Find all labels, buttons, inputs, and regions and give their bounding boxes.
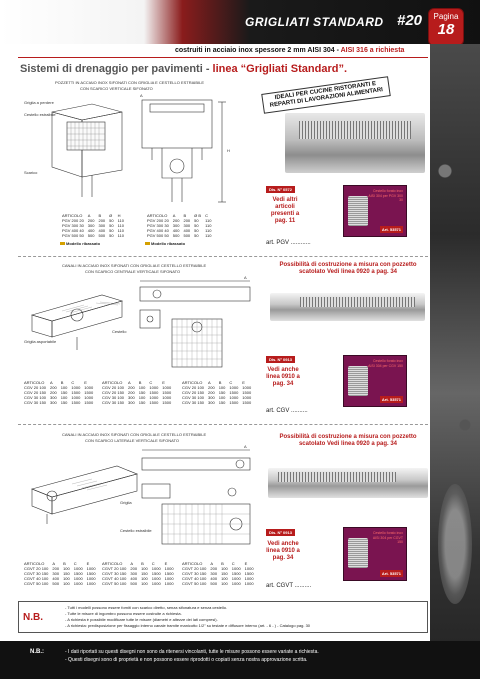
table-cell: A (52, 561, 56, 566)
table-cell: 1000 (244, 576, 254, 581)
footer-line: - Questi disegni sono di proprietà e non possono essere riprodotti o copiati senza nostra approvazione scritta. (65, 657, 308, 663)
table-cell: A (50, 380, 53, 385)
table-cell: CGV 20 100 (102, 385, 125, 390)
table-cell: CGV 20 150 (182, 390, 205, 395)
table-row (22, 581, 98, 586)
table-cell: B (60, 380, 64, 385)
table-cell: 500 (183, 233, 191, 238)
svg-text:Griglia: Griglia (120, 500, 132, 505)
table-cell: 50 (109, 223, 114, 228)
table-cell: 1500 (242, 400, 252, 405)
table-cell: 150 (221, 571, 228, 576)
table-cell: 1000 (73, 581, 83, 586)
table-cell: 1500 (149, 400, 159, 405)
table-cell: CGVT 30 150 (24, 571, 49, 576)
table-cell: B (221, 561, 224, 566)
table-cell: 1500 (84, 390, 94, 395)
table-cell: 200 (128, 390, 135, 395)
table-cell: 300 (210, 571, 218, 576)
table-cell: 200 (172, 218, 180, 223)
svg-text:H: H (227, 148, 230, 153)
table-cell: B (63, 561, 66, 566)
section1-box-text: Cestello forato inox AISI 304 per PGV 300 30 (368, 189, 403, 202)
table-cell: 1000 (162, 385, 172, 390)
table-cell: E (84, 380, 87, 385)
table-cell: ARTICOLO (24, 380, 45, 385)
table-cell: 1500 (86, 571, 96, 576)
section1-caption2: CON SCARICO VERTICALE SIFONATO (80, 86, 153, 91)
page-footer (0, 641, 480, 679)
table-cell: PGV 300 30 (62, 223, 84, 228)
table-cell: 50 (194, 228, 199, 233)
table-cell: CGVT 40 100 (102, 576, 127, 581)
table-cell: 100 (60, 385, 68, 390)
table-cell: 400 (98, 228, 106, 233)
header-title: GRIGLIATI STANDARD (245, 15, 384, 29)
table-cell: 100 (221, 566, 228, 571)
page-header (0, 0, 480, 44)
table-cell: 100 (63, 576, 70, 581)
table-cell: 300 (50, 400, 57, 405)
table-cell: 1000 (151, 576, 161, 581)
material-main: costruiti in acciaio inox spessore 2 mm AISI 304 - (175, 47, 339, 54)
table-cell: 100 (63, 566, 70, 571)
table-cell: C (231, 561, 235, 566)
table-cell: 1000 (86, 566, 96, 571)
table-cell: 500 (172, 233, 180, 238)
table-cell: 50 (194, 223, 199, 228)
footer-label: N.B.: (30, 649, 44, 655)
table-cell: CGV 20 100 (182, 385, 205, 390)
table-row (22, 400, 95, 405)
section2-article: art. CGV .......... (266, 408, 308, 414)
section2-table-1 (22, 380, 95, 405)
table-cell: 150 (218, 390, 226, 395)
svg-text:Griglia a perdere: Griglia a perdere (24, 100, 54, 105)
table-cell: 1000 (73, 576, 83, 581)
footer-lines (65, 648, 319, 664)
table-cell: CGVT 40 100 (182, 576, 207, 581)
table-cell: PGV 400 40 (147, 228, 169, 233)
section3-side-text: Vedi anche linea 0910 a pag. 34 (266, 541, 300, 561)
table-cell: 1000 (73, 566, 83, 571)
section2-table-2 (100, 380, 173, 405)
table-cell: CGVT 30 150 (102, 571, 127, 576)
section3-drawing-number: Dis. N° 0913 (266, 529, 295, 536)
table-cell: 100 (221, 576, 228, 581)
table-cell: CGV 20 150 (24, 390, 47, 395)
section2-technical-drawing (22, 275, 262, 375)
table-cell: 1000 (231, 576, 241, 581)
table-cell: 110 (205, 228, 212, 233)
table-cell: 1000 (84, 395, 94, 400)
table-row (180, 400, 253, 405)
section3-table-3 (180, 561, 256, 586)
table-cell: A (210, 561, 214, 566)
table-cell: 500 (130, 581, 138, 586)
section3-basket-box (343, 527, 407, 581)
table-cell: 1000 (164, 566, 174, 571)
table-cell: 1500 (229, 400, 239, 405)
table-cell: C (149, 380, 153, 385)
section3-table-2 (100, 561, 176, 586)
table-cell: 1000 (162, 395, 172, 400)
table-cell: CGV 30 100 (182, 395, 205, 400)
table-cell: A (172, 213, 176, 218)
table-cell: CGVT 20 100 (102, 566, 127, 571)
table-cell: 150 (138, 400, 146, 405)
table-cell: 1000 (151, 581, 161, 586)
svg-text:Cestello estraibile: Cestello estraibile (120, 528, 152, 533)
notes-label: N.B. (23, 612, 43, 623)
table-cell: 300 (87, 223, 95, 228)
table-cell: 100 (141, 566, 148, 571)
section2-box-text: Cestello forato inox AISI 304 per CGV 150 (368, 359, 403, 368)
section1-drawing-number: Dis. N° 0572 (266, 186, 295, 193)
table-cell: B (138, 380, 142, 385)
table-cell: 100 (221, 581, 228, 586)
table-cell: CGVT 30 150 (182, 571, 207, 576)
table-cell: CGVT 50 100 (24, 581, 49, 586)
table-cell: PGV 200 20 (62, 218, 84, 223)
table-cell: 1000 (151, 566, 161, 571)
table-cell: CGV 20 150 (102, 390, 125, 395)
table-cell: CGVT 20 100 (182, 566, 207, 571)
section1-model-note-right: Modello ribassato (145, 241, 185, 246)
table-cell: 50 (109, 228, 114, 233)
table-cell: 1000 (71, 395, 81, 400)
svg-text:A: A (244, 275, 247, 280)
table-cell: 300 (128, 400, 135, 405)
table-cell: 150 (60, 400, 68, 405)
section2-basket-box (343, 355, 407, 407)
svg-text:A: A (244, 444, 247, 449)
table-cell: C (229, 380, 233, 385)
table-cell: E (244, 561, 248, 566)
section2-drawing-number: Dis. N° 0913 (266, 356, 295, 363)
table-cell: PGV 300 30 (147, 223, 169, 228)
table-cell: 100 (63, 581, 70, 586)
section2-right-text: Possibilità di costruzione a misura con pozzetto scatolato Vedi linea 0920 a pag. 34 (279, 262, 417, 275)
table-cell: 400 (183, 228, 191, 233)
table-cell: 110 (205, 223, 212, 228)
table-row (145, 233, 213, 238)
table-cell: 1000 (149, 385, 159, 390)
note-line: - Tutte le misure di ingombro possono essere costruite a richiesta. (65, 611, 182, 616)
section2-table-3 (180, 380, 253, 405)
table-cell: 300 (208, 400, 215, 405)
table-cell: Ø (109, 213, 113, 218)
table-cell: E (242, 380, 245, 385)
table-cell: 300 (52, 571, 60, 576)
table-cell: 50 (194, 218, 199, 223)
table-cell: 200 (183, 218, 191, 223)
svg-text:Griglia asportabile: Griglia asportabile (24, 339, 57, 344)
table-cell: ARTICOLO (24, 561, 45, 566)
note-line: - Tutti i modelli possono essere forniti con scarico diretto, senza sifonatura e senza cestello. (65, 605, 228, 610)
table-cell: 1500 (242, 390, 252, 395)
table-cell: ARTICOLO (62, 213, 83, 218)
table-cell: 200 (130, 566, 138, 571)
section3-caption: CANALI IN ACCIAIO INOX SIFONATI CON GRIGLIA E CESTELLO ESTRAIBILE (62, 432, 207, 437)
table-row (180, 581, 256, 586)
table-cell: 1500 (73, 571, 83, 576)
table-cell: 200 (50, 390, 57, 395)
notes-box (18, 601, 428, 633)
section1-technical-drawing (22, 92, 254, 210)
svg-text:A: A (140, 93, 143, 98)
table-cell: 300 (128, 395, 135, 400)
page-number: 18 (437, 21, 455, 38)
table-cell: A (130, 561, 134, 566)
table-cell: 110 (117, 218, 125, 223)
section3-technical-drawing (22, 444, 262, 556)
table-cell: E (164, 561, 168, 566)
table-cell: C (205, 213, 208, 218)
table-cell: ARTICOLO (102, 380, 123, 385)
table-cell: CGV 30 100 (102, 395, 125, 400)
table-cell: 400 (87, 228, 95, 233)
section1-product-photo (285, 113, 425, 173)
table-cell: 1500 (71, 390, 81, 395)
section1-side-text: Vedi altri articoli presenti a pag. 11 (270, 197, 300, 224)
table-cell: 1000 (164, 576, 174, 581)
table-cell: 150 (60, 390, 68, 395)
table-cell: 200 (98, 218, 106, 223)
table-cell: A (208, 380, 211, 385)
table-cell: 1000 (229, 395, 239, 400)
table-cell: 200 (208, 390, 215, 395)
section2-product-photo (270, 293, 425, 321)
header-code: #20 (397, 12, 423, 29)
table-cell: CGV 30 100 (24, 395, 47, 400)
table-cell: E (162, 380, 165, 385)
section1-table-right (145, 213, 213, 238)
table-cell: PGV 500 50 (147, 233, 169, 238)
table-cell: 1000 (244, 581, 254, 586)
table-cell: 100 (218, 395, 226, 400)
table-cell: 150 (138, 390, 146, 395)
table-cell: 1000 (86, 576, 96, 581)
table-cell: 200 (50, 385, 57, 390)
table-cell: 110 (117, 223, 125, 228)
table-cell: B (183, 213, 187, 218)
table-cell: 1000 (242, 395, 252, 400)
table-cell: CGV 30 150 (24, 400, 47, 405)
section1-table-left (60, 213, 126, 238)
section1-box-art: Art. 53571 (381, 227, 401, 232)
table-cell: 400 (210, 576, 218, 581)
table-cell: 300 (208, 395, 215, 400)
section3-caption2: CON SCARICO LATERALE VERTICALE SIFONATO (85, 438, 179, 443)
section1-caption: POZZETTI IN ACCIAIO INOX SIFONATI CON GRIGLIA E CESTELLO ESTRAIBILE (55, 80, 205, 85)
table-cell: C (73, 561, 77, 566)
table-cell: 1500 (84, 400, 94, 405)
table-cell: ARTICOLO (182, 561, 203, 566)
table-cell: CGV 20 100 (24, 385, 47, 390)
table-cell: H (117, 213, 121, 218)
material-red: AISI 316 a richiesta (340, 47, 405, 54)
promo-label: IDEALI PER CUCINE RISTORANTI E REPARTI DI LAVORAZIONI ALIMENTARI (261, 76, 391, 114)
table-cell: 50 (109, 218, 114, 223)
table-cell: PGV 400 40 (62, 228, 84, 233)
table-cell: 100 (138, 395, 146, 400)
svg-text:Cestello: Cestello (112, 329, 127, 334)
table-cell: B (141, 561, 144, 566)
table-cell: A (128, 380, 131, 385)
table-cell: 500 (98, 233, 106, 238)
section2-caption2: CON SCARICO CENTRALE VERTICALE SIFONATO (85, 269, 181, 274)
header-divider (18, 57, 428, 58)
table-cell: 1000 (231, 566, 241, 571)
table-row (100, 400, 173, 405)
table-cell: 50 (109, 233, 114, 238)
section-cgv (18, 256, 428, 257)
table-cell: 1000 (231, 581, 241, 586)
table-row (60, 233, 126, 238)
table-cell: 1000 (164, 581, 174, 586)
table-cell: 300 (50, 395, 57, 400)
table-cell: CGVT 50 100 (102, 581, 127, 586)
table-cell: 300 (98, 223, 106, 228)
table-cell: 200 (208, 385, 215, 390)
table-cell: 110 (205, 218, 212, 223)
table-cell: 1000 (84, 385, 94, 390)
section3-article: art. CGVT .......... (266, 583, 312, 589)
table-cell: 1500 (151, 571, 161, 576)
section1-model-note-left: Modello ribassato (60, 241, 100, 246)
section3-product-photo (268, 468, 428, 498)
table-cell: 150 (218, 400, 226, 405)
section3-table-1 (22, 561, 98, 586)
notes-lines (65, 605, 310, 629)
material-subtitle (175, 47, 404, 54)
table-cell: 100 (60, 395, 68, 400)
table-cell: 400 (52, 576, 60, 581)
svg-text:Scarico: Scarico (24, 170, 38, 175)
table-cell: PGV 500 50 (62, 233, 84, 238)
table-cell: PGV 200 20 (147, 218, 169, 223)
table-cell: B (218, 380, 222, 385)
section2-caption: CANALI IN ACCIAIO INOX SIFONATI CON GRIGLIA E CESTELLO ESTRAIBILE (62, 263, 207, 268)
table-cell: 150 (141, 571, 148, 576)
table-cell: 1000 (229, 385, 239, 390)
table-cell: CGVT 20 100 (24, 566, 49, 571)
table-cell: 400 (130, 576, 138, 581)
table-cell: 110 (205, 233, 212, 238)
table-cell: 1000 (242, 385, 252, 390)
table-cell: ARTICOLO (147, 213, 168, 218)
table-cell: C (71, 380, 75, 385)
table-cell: 1000 (71, 385, 81, 390)
table-cell: 1500 (229, 390, 239, 395)
page-title-grey: Sistemi di drenaggio per pavimenti - (20, 63, 210, 75)
section3-box-text: Cestello forato inox AISI 304 per CGVT 150 (372, 531, 403, 544)
table-cell: 110 (117, 233, 125, 238)
table-cell: ARTICOLO (102, 561, 123, 566)
table-cell: 110 (117, 228, 125, 233)
table-cell: CGVT 40 100 (24, 576, 49, 581)
page-number-badge (428, 8, 464, 46)
section2-side-text: Vedi anche linea 0910 a pag. 34 (266, 367, 300, 387)
table-cell: 1500 (71, 400, 81, 405)
table-cell: 200 (210, 566, 218, 571)
table-cell: 1000 (244, 566, 254, 571)
table-cell: 500 (52, 581, 60, 586)
footer-line: - I dati riportati su questi disegni non sono da ritenersi vincolanti, tutte le misure possono essere variate a richiesta. (65, 649, 319, 655)
note-line: - A richiesta: predisposizione per fissaggio interno canale tramite manicotto 1/2" su testate e diffusore interno (art. - 6 - ) - Catalogo pag. 30 (65, 623, 311, 628)
table-cell: 200 (128, 385, 135, 390)
table-cell: 1500 (244, 571, 254, 576)
table-cell: ARTICOLO (182, 380, 203, 385)
table-cell: CGV 30 150 (182, 400, 205, 405)
table-cell: B (98, 213, 102, 218)
table-cell: 300 (172, 223, 180, 228)
table-cell: 100 (141, 576, 148, 581)
table-cell: 300 (130, 571, 138, 576)
table-cell: 500 (210, 581, 218, 586)
table-cell: 1500 (162, 390, 172, 395)
table-cell: A (87, 213, 91, 218)
table-cell: Ø B (194, 213, 202, 218)
page-label: Pagina (433, 12, 459, 21)
section2-box-art: Art. 53571 (381, 397, 401, 402)
table-cell: 200 (52, 566, 60, 571)
section1-basket-box (343, 185, 407, 237)
table-cell: 1500 (231, 571, 241, 576)
table-row (100, 581, 176, 586)
table-cell: 150 (63, 571, 70, 576)
table-cell: 100 (218, 385, 226, 390)
table-cell: CGV 30 150 (102, 400, 125, 405)
table-cell: 1500 (164, 571, 174, 576)
svg-text:Cestello estraibile: Cestello estraibile (24, 112, 56, 117)
section1-article: art. PGV ............ (266, 240, 311, 246)
table-cell: 300 (183, 223, 191, 228)
table-cell: C (151, 561, 155, 566)
table-cell: CGVT 50 100 (182, 581, 207, 586)
note-line: - A richiesta è possibile modificare tutte le misure (diametri e altezze dei lati compresi). (65, 617, 218, 622)
table-cell: 500 (87, 233, 95, 238)
section3-box-art: Art. 53571 (381, 571, 401, 576)
table-cell: 1500 (149, 390, 159, 395)
table-cell: 200 (87, 218, 95, 223)
section-cgvt (18, 424, 428, 425)
table-cell: 100 (138, 385, 146, 390)
section3-right-text: Possibilità di costruzione a misura con pozzetto scatolato Vedi linea 0920 a pag. 34 (279, 434, 417, 447)
table-cell: 100 (141, 581, 148, 586)
table-cell: 50 (194, 233, 199, 238)
page-title-red: linea “Grigliati Standard”. (212, 63, 348, 75)
table-cell: 400 (172, 228, 180, 233)
table-cell: 1000 (149, 395, 159, 400)
page-title (20, 63, 347, 75)
side-texture-image (430, 44, 480, 679)
table-cell: 1500 (162, 400, 172, 405)
table-cell: 1000 (86, 581, 96, 586)
table-cell: E (86, 561, 90, 566)
